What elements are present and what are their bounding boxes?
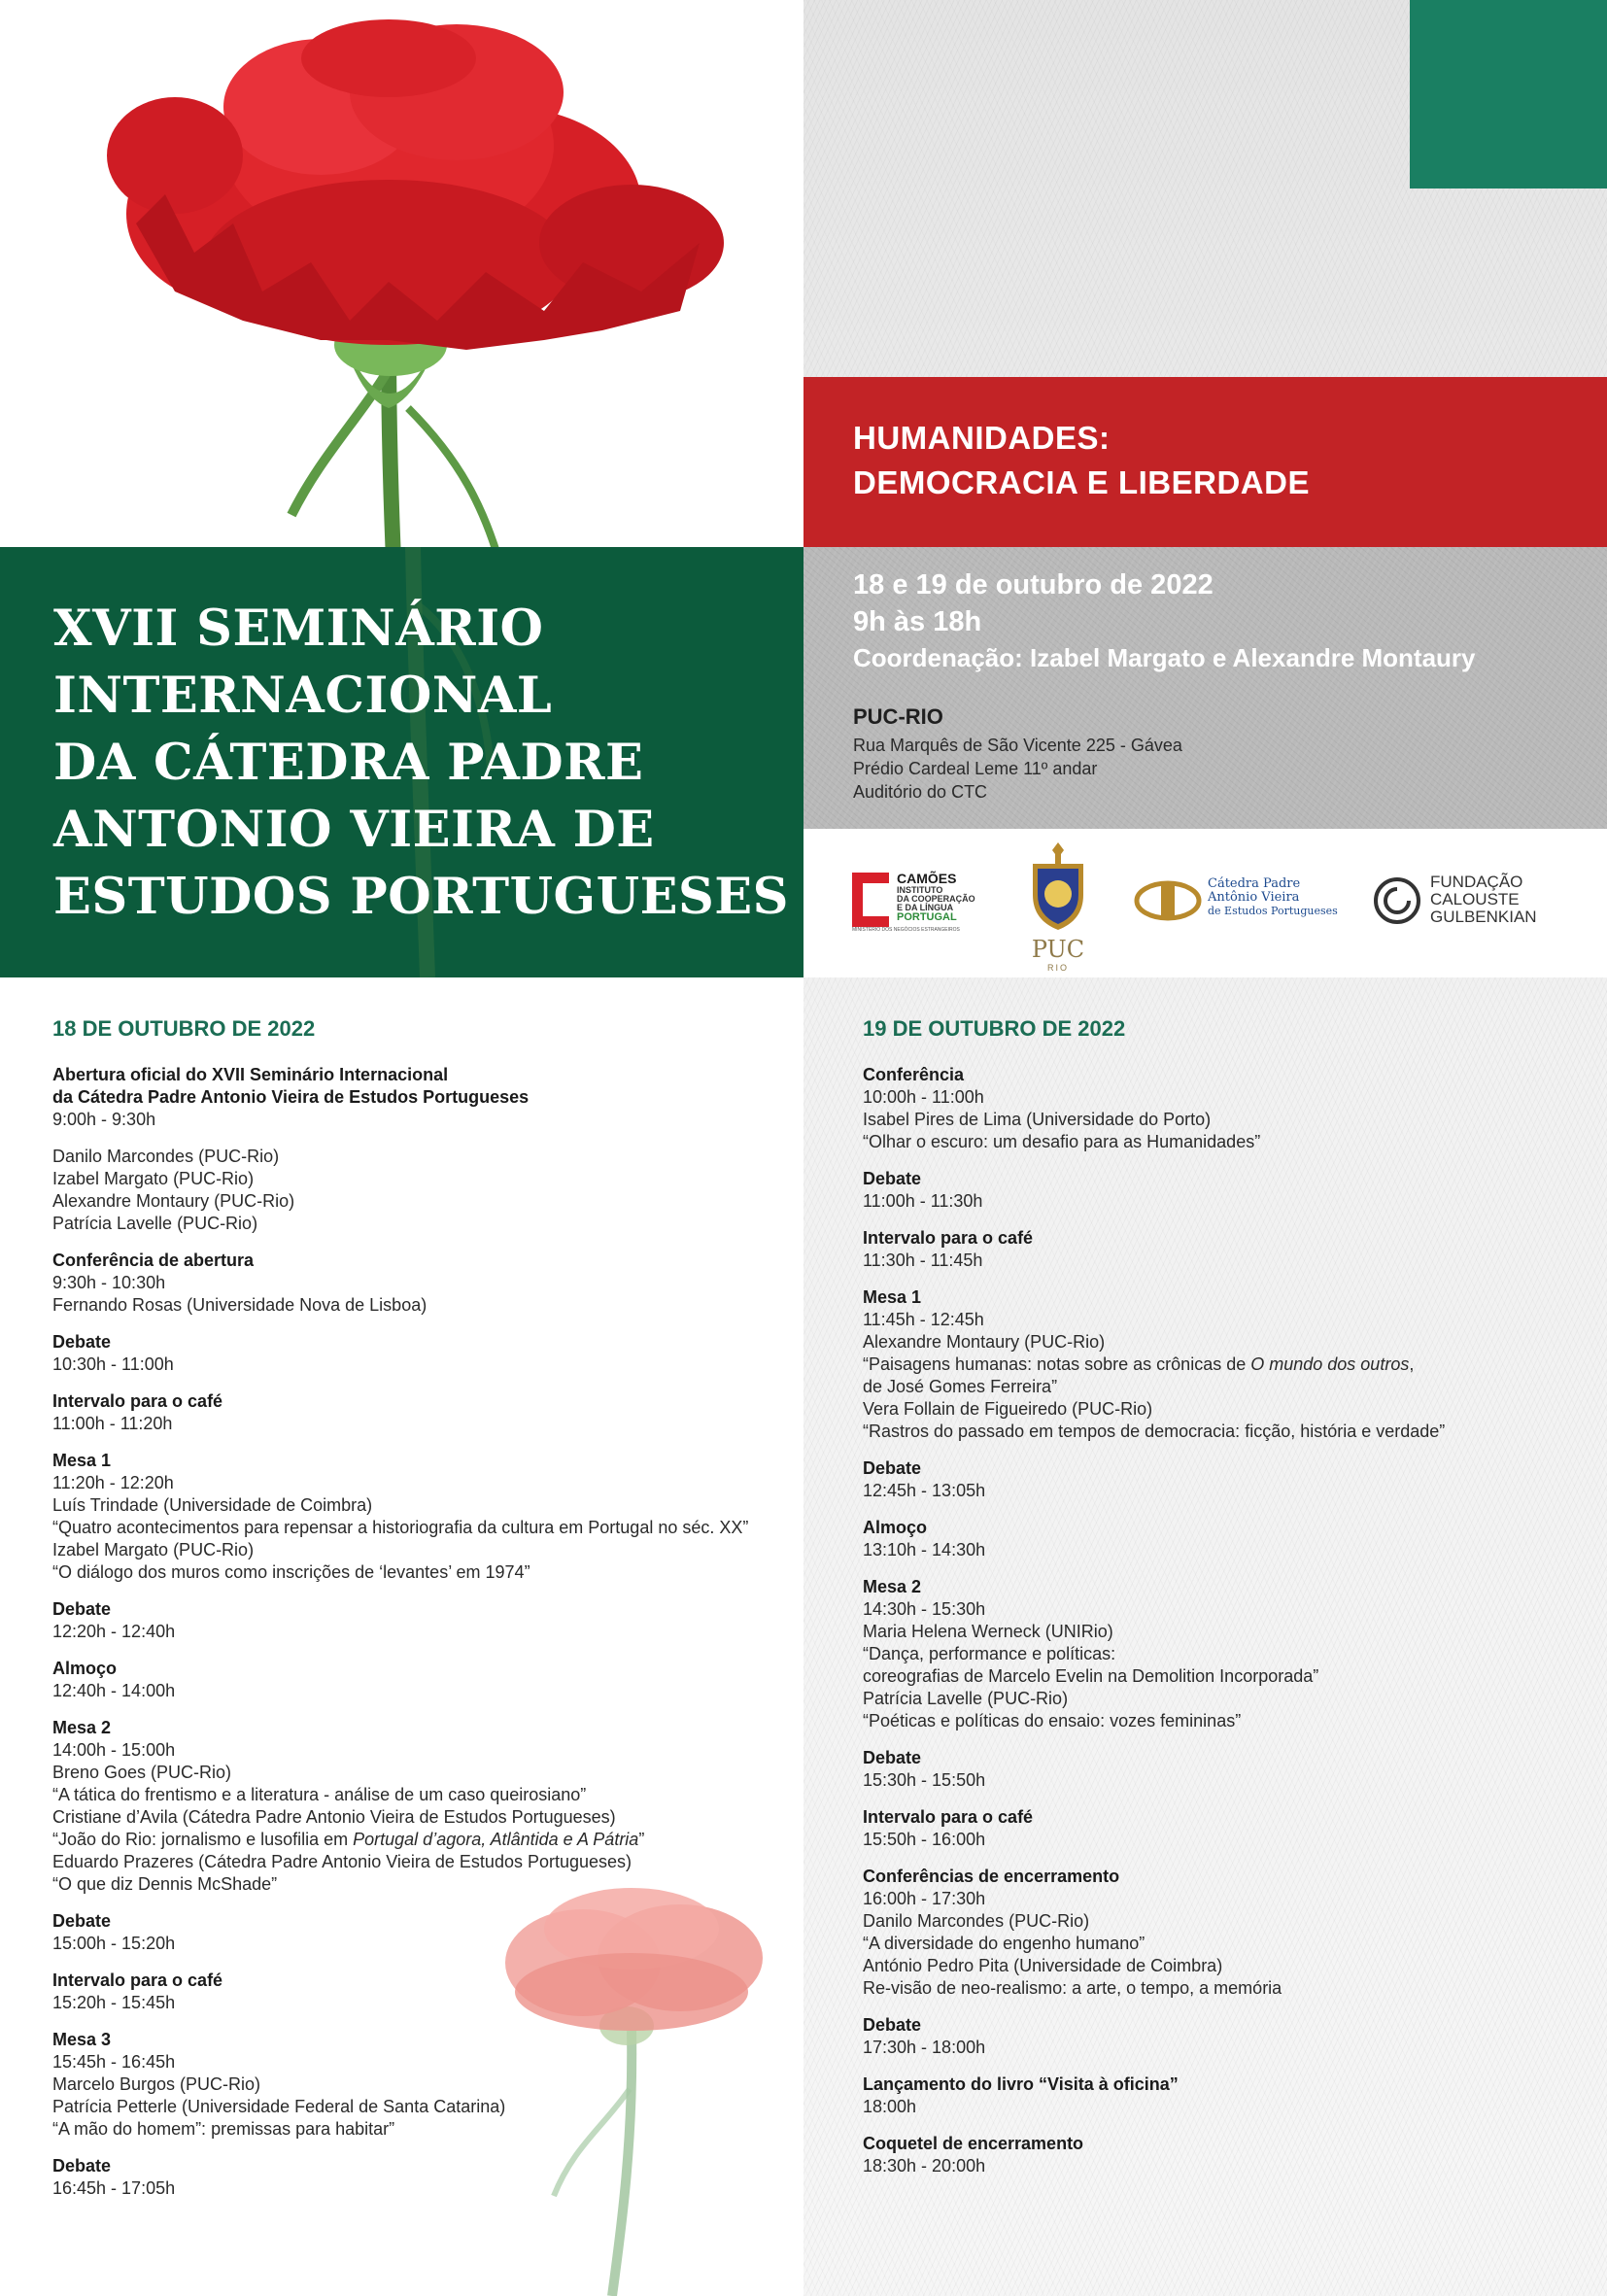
programme-item: Debate 16:45h - 17:05h — [52, 2156, 176, 2198]
programme-item: Mesa 1 11:20h - 12:20h Luís Trindade (Universidade de Coimbra) “Quatro acontecimentos para repensar a historiografia da cultura em Portugal no séc. XX” Izabel Margato (PUC-Rio) “O diálogo dos muros como inscrições de ‘levantes’ em 1974” — [52, 1451, 749, 1582]
puc-crest-icon — [1027, 840, 1089, 933]
programme-item: Danilo Marcondes (PUC-Rio) Izabel Margato (PUC-Rio) Alexandre Montaury (PUC-Rio) Patrícia Lavelle (PUC-Rio) — [52, 1147, 295, 1233]
day1-heading: 18 DE OUTUBRO DE 2022 — [52, 1016, 316, 1041]
seminar-title-line: ANTONIO VIEIRA DE — [53, 801, 655, 859]
programme-item: Conferências de encerramento 16:00h - 17:30h Danilo Marcondes (PUC-Rio) “A diversidade do engenho humano” António Pedro Pita (Universidade de Coimbra) Re-visão de neo-realismo: a arte, o tempo, a memória — [863, 1867, 1282, 1998]
programme-item: Debate 10:30h - 11:00h — [52, 1332, 174, 1374]
programme-item: Almoço 12:40h - 14:00h — [52, 1659, 176, 1700]
programme-item: Intervalo para o café 15:20h - 15:45h — [52, 1970, 223, 2012]
puc-rio-logo: PUC RIO — [1019, 840, 1097, 975]
seminar-title-line: XVII SEMINÁRIO — [53, 600, 544, 658]
venue-address-line: Prédio Cardeal Leme 11º andar — [853, 759, 1098, 778]
programme-item: Intervalo para o café 15:50h - 16:00h — [863, 1807, 1034, 1849]
event-coordination: Coordenação: Izabel Margato e Alexandre Montaury — [853, 643, 1476, 672]
camoes-logo: CAMÕES INSTITUTO DA COOPERAÇÃO E DA LÍNGUA PORTUGAL MINISTÉRIO DOS NEGÓCIOS ESTRANGEIROS — [852, 871, 975, 933]
gulbenkian-logo: FUNDAÇÃO CALOUSTE GULBENKIAN — [1372, 874, 1556, 928]
programme-item: Mesa 1 11:45h - 12:45h Alexandre Montaury (PUC-Rio) “Paisagens humanas: notas sobre as crônicas de O mundo dos outros, de José Gomes Ferreira” Vera Follain de Figueiredo (PUC-Rio) “Rastros do passado em tempos de democracia: ficção, história e verdade” — [863, 1287, 1446, 1441]
programme-item: Conferência de abertura 9:30h - 10:30h Fernando Rosas (Universidade Nova de Lisboa) — [52, 1251, 427, 1315]
programme-item: Debate 15:00h - 15:20h — [52, 1911, 176, 1953]
event-info-panel — [804, 547, 1607, 829]
programme-item: Debate 17:30h - 18:00h — [863, 2015, 986, 2057]
event-hours: 9h às 18h — [853, 606, 982, 637]
venue-address-line: Auditório do CTC — [853, 782, 988, 802]
programme-item: Abertura oficial do XVII Seminário Internacional da Cátedra Padre Antonio Vieira de Estudos Portugueses 9:00h - 9:30h — [52, 1065, 530, 1129]
programme-item: Intervalo para o café 11:00h - 11:20h — [52, 1391, 223, 1433]
programme-item: Mesa 2 14:30h - 15:30h Maria Helena Werneck (UNIRio) “Dança, performance e políticas: coreografias de Marcelo Evelin na Demolition Incorporada” Patrícia Lavelle (PUC-Rio) “Poéticas e políticas do ensaio: vozes femininas” — [863, 1577, 1319, 1731]
day2-heading: 19 DE OUTUBRO DE 2022 — [863, 1016, 1126, 1041]
day1-programme — [52, 1064, 771, 2214]
venue-name: PUC-RIO — [853, 704, 943, 729]
programme-item: Conferência 10:00h - 11:00h Isabel Pires de Lima (Universidade do Porto) “Olhar o escuro: um desafio para as Humanidades” — [863, 1065, 1261, 1151]
programme-item: Lançamento do livro “Visita à oficina” 18:00h — [863, 2074, 1179, 2116]
day2-programme — [863, 1064, 1582, 2192]
green-corner-block — [1410, 0, 1607, 188]
programme-item: Almoço 13:10h - 14:30h — [863, 1518, 986, 1559]
camoes-c-icon — [852, 873, 889, 927]
gulbenkian-emblem-icon — [1372, 875, 1422, 926]
programme-item: Debate 12:45h - 13:05h — [863, 1458, 986, 1500]
seminar-title-line: DA CÁTEDRA PADRE — [53, 734, 644, 792]
programme-item: Mesa 3 15:45h - 16:45h Marcelo Burgos (PUC-Rio) Patrícia Petterle (Universidade Federal de Santa Catarina) “A mão do homem”: premissas para habitar” — [52, 2030, 506, 2139]
programme-item: Debate 11:00h - 11:30h — [863, 1169, 983, 1211]
programme-item: Mesa 2 14:00h - 15:00h Breno Goes (PUC-Rio) “A tática do frentismo e a literatura - análise de um caso queirosiano” Cristiane d’Avila (Cátedra Padre Antonio Vieira de Estudos Portugueses) “João do Rio: jornalismo e lusofilia em Portugal d’agora, Atlântida e A Pátria” Eduardo Prazeres (Cátedra Padre Antonio Vieira de Estudos Portugueses) “O que diz Dennis McShade” — [52, 1718, 645, 1894]
programme-item: Debate 12:20h - 12:40h — [52, 1599, 176, 1641]
programme-item: Coquetel de encerramento 18:30h - 20:00h — [863, 2134, 1084, 2176]
venue-address-line: Rua Marquês de São Vicente 225 - Gávea — [853, 736, 1182, 755]
theme-line-2: DEMOCRACIA E LIBERDADE — [853, 464, 1310, 500]
seminar-title-panel — [0, 547, 804, 977]
catedra-logo: Cátedra Padre Antônio Vieira de Estudos Portugueses — [1134, 877, 1338, 926]
catedra-emblem-icon — [1134, 879, 1202, 922]
seminar-title-line: INTERNACIONAL — [53, 667, 553, 725]
theme-line-1: HUMANIDADES: — [853, 420, 1111, 456]
seminar-title-line: ESTUDOS PORTUGUESES — [53, 868, 789, 926]
sponsor-logos — [804, 829, 1607, 977]
theme-banner — [804, 377, 1607, 547]
programme-item: Intervalo para o café 11:30h - 11:45h — [863, 1228, 1034, 1270]
programme-item: Debate 15:30h - 15:50h — [863, 1748, 986, 1790]
event-dates: 18 e 19 de outubro de 2022 — [853, 569, 1214, 600]
